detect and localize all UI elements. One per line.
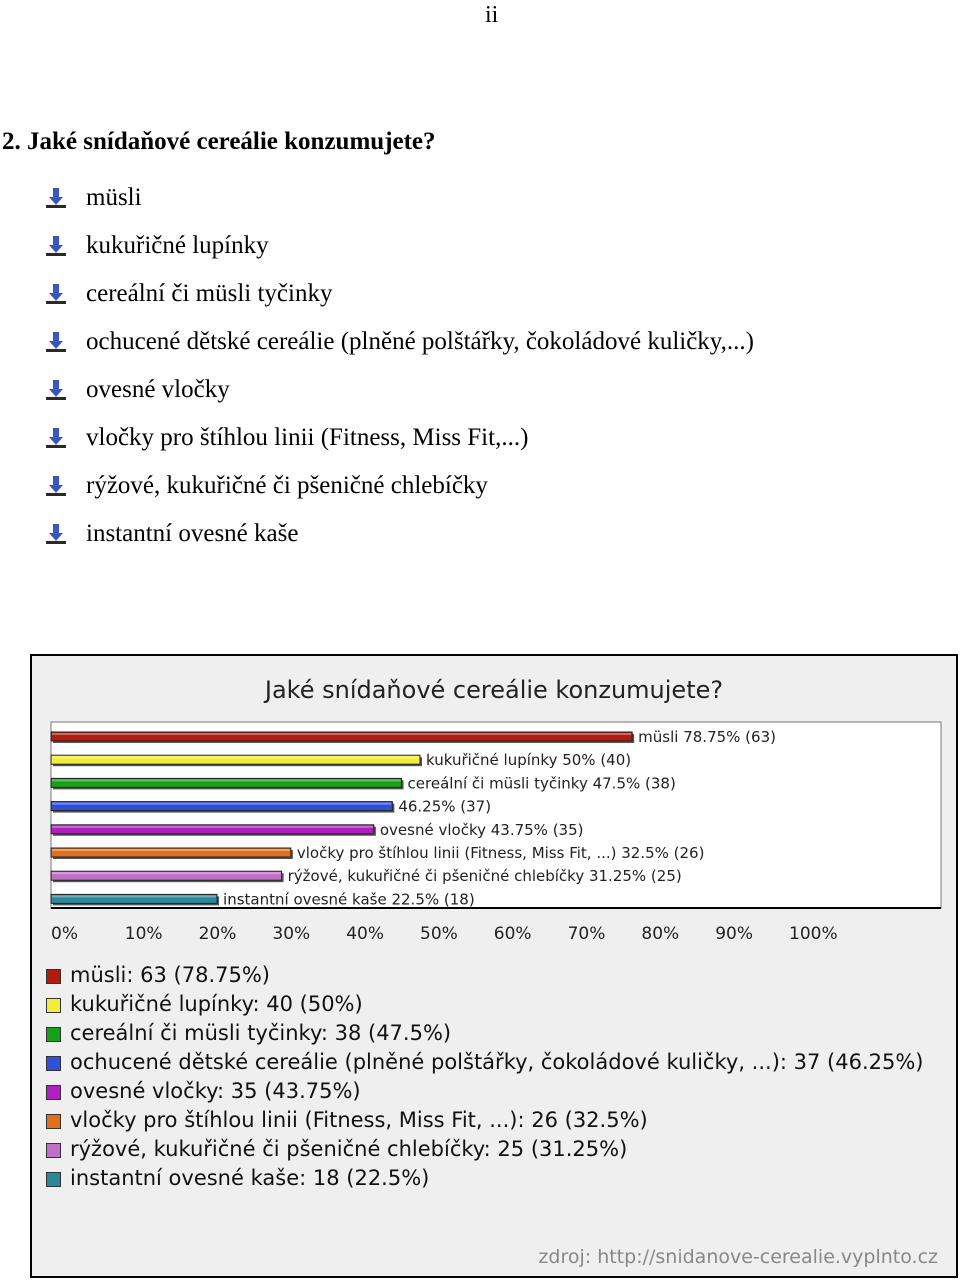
arrow-down-right-bullet-icon bbox=[44, 282, 68, 306]
answer-option-label: müsli bbox=[86, 184, 142, 211]
bar-label-1: müsli 78.75% (63) bbox=[638, 728, 776, 746]
bar-label-3: cereální či müsli tyčinky 47.5% (38) bbox=[407, 774, 676, 793]
legend-swatch bbox=[46, 1114, 61, 1129]
legend-item bbox=[46, 990, 926, 1019]
answer-option-label: kukuřičné lupínky bbox=[86, 232, 269, 259]
x-tick-label: 90% bbox=[715, 924, 753, 944]
legend-swatch bbox=[46, 1172, 61, 1187]
legend-label: vločky pro štíhlou linii (Fitness, Miss Fit, ...): 26 (32.5%) bbox=[70, 1108, 648, 1132]
legend-swatch bbox=[46, 1085, 61, 1100]
x-tick-label: 50% bbox=[420, 924, 458, 944]
answer-option bbox=[44, 318, 754, 366]
bar-highlight bbox=[52, 872, 281, 874]
answer-option bbox=[44, 462, 754, 510]
bar-chart-panel bbox=[30, 654, 958, 1278]
x-tick-label: 30% bbox=[272, 924, 311, 944]
bar-highlight bbox=[52, 756, 419, 758]
legend-item bbox=[46, 1135, 926, 1164]
bar-label-7: rýžové, kukuřičné či pšeničné chlebíčky 31.25% (25) bbox=[287, 867, 682, 886]
legend-item bbox=[46, 1106, 926, 1135]
bar-label-6: vločky pro štíhlou linii (Fitness, Miss Fit, ...) 32.5% (26) bbox=[296, 844, 705, 862]
legend-item bbox=[46, 961, 926, 990]
answer-option-label: ovesné vločky bbox=[86, 376, 230, 403]
answer-option-label: vločky pro štíhlou linii (Fitness, Miss Fit,...) bbox=[86, 424, 529, 451]
legend-label: kukuřičné lupínky: 40 (50%) bbox=[70, 992, 363, 1016]
legend-label: cereální či müsli tyčinky: 38 (47.5%) bbox=[70, 1021, 452, 1045]
legend-label: müsli: 63 (78.75%) bbox=[70, 963, 270, 987]
answer-option bbox=[44, 174, 754, 222]
arrow-down-right-bullet-icon bbox=[44, 234, 68, 258]
x-tick-label: 80% bbox=[641, 924, 680, 944]
legend-label: ovesné vločky: 35 (43.75%) bbox=[70, 1079, 361, 1103]
legend-label: instantní ovesné kaše: 18 (22.5%) bbox=[70, 1166, 430, 1190]
question-heading: 2. Jaké snídaňové cereálie konzumujete? bbox=[2, 128, 436, 155]
answer-option-label: ochucené dětské cereálie (plněné polštářky, čokoládové kuličky,...) bbox=[86, 328, 755, 355]
x-tick-label: 10% bbox=[124, 924, 163, 944]
x-tick-label: 40% bbox=[346, 924, 384, 944]
bar-highlight bbox=[52, 849, 290, 851]
answer-option-label: rýžové, kukuřičné či pšeničné chlebíčky bbox=[86, 472, 488, 499]
answer-option-label: instantní ovesné kaše bbox=[86, 520, 299, 547]
arrow-down-right-bullet-icon bbox=[44, 426, 68, 450]
bar-highlight bbox=[52, 895, 216, 897]
answer-option bbox=[44, 366, 754, 414]
legend-label: ochucené dětské cereálie (plněné polštářky, čokoládové kuličky, ...): 37 (46.25%) bbox=[70, 1050, 924, 1074]
x-tick-label: 60% bbox=[493, 924, 532, 944]
arrow-down-right-bullet-icon bbox=[44, 474, 68, 498]
bar-highlight bbox=[52, 803, 391, 805]
arrow-down-right-bullet-icon bbox=[44, 330, 68, 354]
legend-swatch bbox=[46, 1027, 61, 1042]
answer-option bbox=[44, 510, 754, 558]
arrow-down-right-bullet-icon bbox=[44, 378, 68, 402]
legend-item bbox=[46, 1077, 926, 1106]
legend-item bbox=[46, 1048, 926, 1077]
chart-title: Jaké snídaňové cereálie konzumujete? bbox=[264, 676, 724, 704]
legend-item bbox=[46, 1164, 926, 1193]
x-tick-label: 70% bbox=[567, 924, 606, 944]
x-tick-label: 20% bbox=[198, 924, 237, 944]
answer-option bbox=[44, 270, 754, 318]
legend-swatch bbox=[46, 1143, 61, 1158]
bar-label-5: ovesné vločky 43.75% (35) bbox=[379, 820, 584, 839]
answer-option bbox=[44, 414, 754, 462]
x-tick-label: 0% bbox=[51, 924, 78, 944]
legend-swatch bbox=[46, 1056, 61, 1071]
chart-legend bbox=[46, 961, 926, 1193]
bar-highlight bbox=[52, 826, 373, 828]
bar-label-2: kukuřičné lupínky 50% (40) bbox=[426, 751, 632, 770]
legend-swatch bbox=[46, 998, 61, 1013]
bar-highlight bbox=[52, 733, 631, 735]
x-tick-label: 100% bbox=[789, 924, 838, 944]
page-number: ii bbox=[485, 2, 499, 28]
answer-option-label: cereální či müsli tyčinky bbox=[86, 280, 333, 307]
legend-item bbox=[46, 1019, 926, 1048]
chart-source: zdroj: http://snidanove-cerealie.vyplnto.cz bbox=[538, 1246, 938, 1268]
bar-highlight bbox=[52, 779, 401, 781]
legend-label: rýžové, kukuřičné či pšeničné chlebíčky: 25 (31.25%) bbox=[70, 1137, 628, 1161]
bar-label-8: instantní ovesné kaše 22.5% (18) bbox=[223, 890, 475, 909]
legend-swatch bbox=[46, 969, 61, 984]
bar-chart bbox=[32, 656, 956, 956]
bar-label-4: 46.25% (37) bbox=[398, 797, 492, 816]
answer-option bbox=[44, 222, 754, 270]
arrow-down-right-bullet-icon bbox=[44, 522, 68, 546]
arrow-down-right-bullet-icon bbox=[44, 186, 68, 210]
answer-options-list bbox=[44, 174, 754, 558]
